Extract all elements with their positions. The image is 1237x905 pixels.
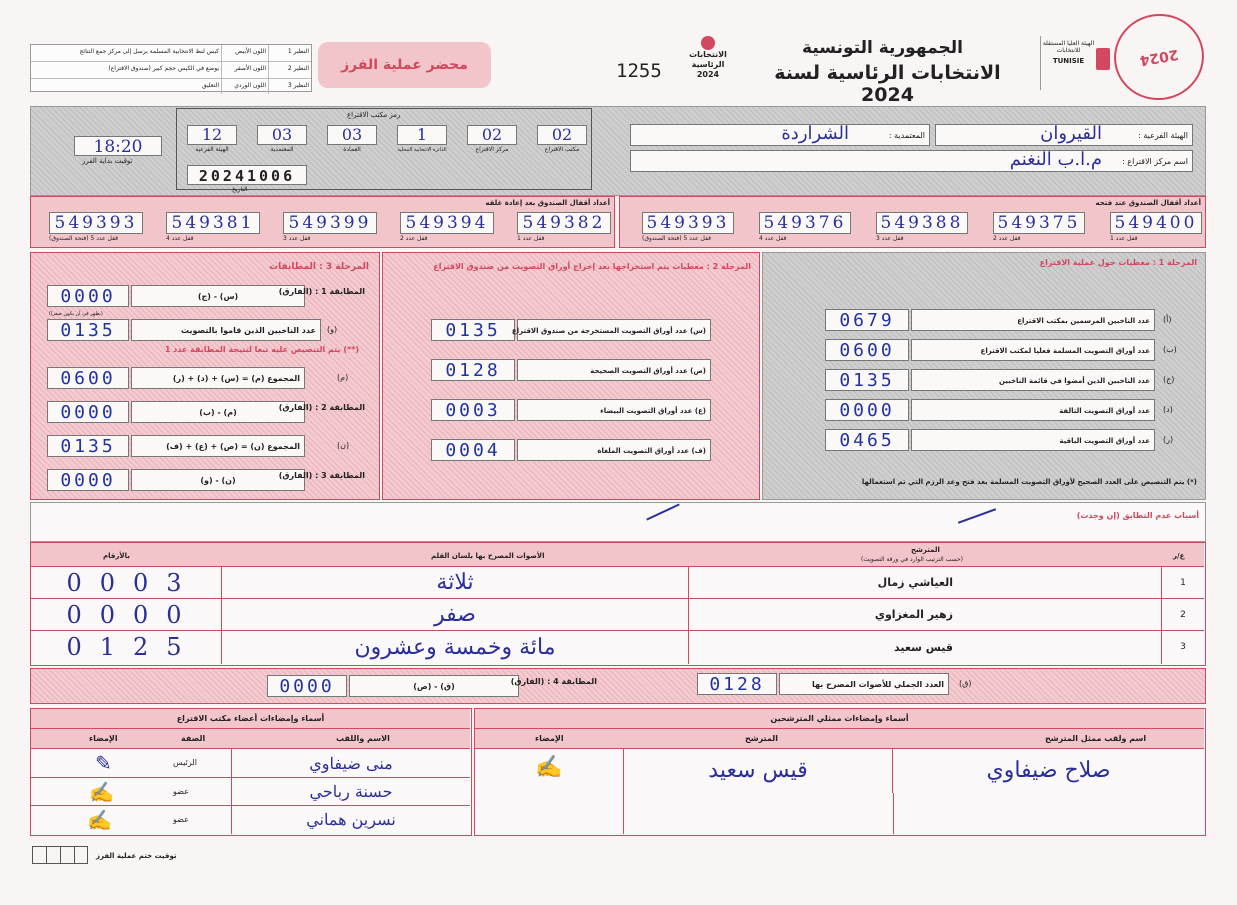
- match2-row: [47, 401, 365, 423]
- legend-code: النظير 3: [268, 79, 311, 94]
- results-col-words: الأصوات المصرح بها بلسان القلم: [431, 552, 545, 560]
- lock1-close-field[interactable]: 549382: [517, 212, 611, 234]
- lock4-open-label: قفل عدد 4: [759, 235, 787, 242]
- extracted-ballots-value[interactable]: 0135: [431, 319, 515, 341]
- lock2-close-label: قفل عدد 2: [400, 235, 428, 242]
- delegation-code-field[interactable]: 03: [257, 125, 307, 145]
- location-group: [630, 124, 1200, 174]
- subbody-field[interactable]: [935, 124, 1193, 146]
- members-col-role: الصفة: [181, 734, 206, 743]
- legend-desc: التعليق: [201, 82, 219, 89]
- stage2-title: المرحلة 2 : معطيات يتم استخراجها بعد إخراج أوراق التصويت من صندوق الاقتراع: [433, 262, 751, 271]
- center-code-field[interactable]: 02: [467, 125, 517, 145]
- stage2-row-valid: [431, 359, 711, 381]
- lock1-open-field[interactable]: 549400: [1110, 212, 1202, 234]
- blank-ballots-value[interactable]: 0003: [431, 399, 515, 421]
- members-header: [31, 729, 470, 749]
- candidate-name: العياشي زمال: [877, 576, 953, 589]
- signed-voters-value[interactable]: 0135: [825, 369, 909, 391]
- representative-candidate[interactable]: قيس سعيد: [623, 749, 893, 793]
- logo-words: الانتخابات الرئاسية 2024: [689, 50, 727, 79]
- stage1-row-registered: [825, 309, 1199, 331]
- lock2-open-label: قفل عدد 2: [993, 235, 1021, 242]
- sum-m-row: [47, 367, 365, 389]
- locks-open-group: [619, 196, 1206, 248]
- center-label: اسم مركز الاقتراع :: [1122, 157, 1188, 166]
- district-code-field[interactable]: 1: [397, 125, 447, 145]
- member-role: عضو: [173, 815, 189, 824]
- office-code-field[interactable]: 02: [537, 125, 587, 145]
- lock4-close-field[interactable]: 549381: [166, 212, 260, 234]
- representatives-col-sign: الإمضاء: [535, 734, 564, 743]
- signature-icon: ✍: [89, 780, 114, 804]
- stage1-note: (*) يتم التنصيص على العدد الصحيح لأوراق التصويت المسلمة بعد فتح وعد الرزم التي تم استعمالها: [861, 478, 1197, 486]
- result-number: 2: [1161, 599, 1204, 631]
- date-field[interactable]: 20241006: [187, 165, 307, 185]
- match3-row: [47, 469, 365, 491]
- member-row: [31, 778, 470, 806]
- match4-label: المطابقة 4 : (الفارق): [510, 677, 597, 686]
- match1-formula: (ج) - (س): [131, 285, 305, 307]
- divider: [623, 793, 624, 834]
- members-table: [30, 708, 472, 836]
- members-col-sign: الإمضاء: [89, 734, 118, 743]
- office-code-label: رمز مكتب الاقتراع: [347, 111, 401, 119]
- member-name[interactable]: منى ضيفاوي: [231, 749, 470, 778]
- candidate-name: قيس سعيد: [894, 641, 953, 654]
- legend-desc: يوضع في الكيس حجم كبير (صندوق الاقتراع): [108, 65, 219, 72]
- blank-ballots-key: (ع): [694, 407, 706, 415]
- sum-m-key: (م): [337, 373, 349, 382]
- stage3-title: المرحلة 3 : المطابقات: [269, 262, 369, 272]
- members-col-name: الاسم واللقب: [336, 734, 390, 743]
- void-ballots-value[interactable]: 0004: [431, 439, 515, 461]
- match4-value[interactable]: 0000: [267, 675, 347, 697]
- form-number: 1255: [616, 60, 662, 82]
- isie-text: TUNISIE: [1052, 57, 1085, 65]
- stage2-section: [382, 252, 760, 500]
- representative-row: [475, 749, 1204, 793]
- voters-note: (**) يتم التنصيص عليه تبعا لنتيجة المطابقة عدد 1: [164, 345, 359, 354]
- void-ballots-text: عدد أوراق التصويت الملغاة: [597, 447, 690, 455]
- remaining-ballots-label: عدد أوراق التصويت الباقية: [911, 429, 1155, 451]
- match2-label: المطابقة 2 : (الفارق): [278, 403, 365, 412]
- lock2-close-field[interactable]: 549394: [400, 212, 494, 234]
- lock2-open-field[interactable]: 549375: [993, 212, 1085, 234]
- member-name[interactable]: حسنة رباحي: [231, 778, 470, 806]
- subbody-code-label: الهيئة الفرعية: [195, 146, 229, 153]
- registered-voters-key: (أ): [1163, 315, 1172, 324]
- damaged-ballots-label: عدد أوراق التصويت التالفة: [911, 399, 1155, 421]
- candidate-name: زهير المغزاوي: [874, 608, 953, 621]
- voters-key: (و): [327, 325, 338, 334]
- member-row: [31, 749, 470, 778]
- match2-formula: (ب) - (م): [131, 401, 305, 423]
- match1-label: المطابقة 1 : (الفارق): [278, 287, 365, 296]
- lock5-open-label: قفل عدد 5 (فتحة الصندوق): [642, 235, 711, 242]
- lock5-close-field[interactable]: 549393: [49, 212, 143, 234]
- representatives-col-name: اسم ولقب ممثل المترشح: [1045, 734, 1147, 743]
- logo-mark-icon: [701, 36, 715, 50]
- center-value: م.ا.ب النغنم: [1009, 149, 1102, 170]
- sum-m-value[interactable]: 0600: [47, 367, 129, 389]
- isie-logo: [1040, 36, 1096, 90]
- legend-desc: كيس لنظ الانتخابية المسلمة يرسل إلى مركز جمع النتائج: [79, 48, 219, 55]
- match3-value[interactable]: 0000: [47, 469, 129, 491]
- valid-ballots-key: (ص): [690, 367, 706, 375]
- lock3-close-label: قفل عدد 3: [283, 235, 311, 242]
- signature-icon: ✍: [535, 755, 563, 780]
- result-words[interactable]: ثلاثة: [221, 567, 689, 599]
- match1-row: [47, 285, 365, 307]
- extracted-ballots-key: (س): [689, 327, 706, 335]
- lock4-open-field[interactable]: 549376: [759, 212, 851, 234]
- lock3-open-label: قفل عدد 3: [876, 235, 904, 242]
- extracted-ballots-text: عدد أوراق التصويت المستخرجة من صندوق الاقتراع: [511, 327, 688, 335]
- results-col-num: ع/ر: [1173, 552, 1185, 560]
- totals-row: [30, 668, 1206, 704]
- legend-code: النظير 2: [268, 62, 311, 78]
- registered-voters-label: عدد الناخبين المرسمين بمكتب الاقتراع: [911, 309, 1155, 331]
- official-stamp: [1107, 7, 1211, 107]
- sum-n-label: المجموع (ن) = (ص) + (ع) + (ف): [131, 435, 305, 457]
- lock1-open-label: قفل عدد 1: [1110, 235, 1138, 242]
- stage1-row-remaining: [825, 429, 1199, 451]
- center-code-label: مركز الاقتراع: [475, 146, 509, 153]
- damaged-ballots-key: (د): [1163, 405, 1173, 414]
- sum-n-value[interactable]: 0135: [47, 435, 129, 457]
- results-row: [31, 631, 1204, 664]
- country-name: الجمهورية التونسية: [802, 38, 963, 58]
- imada-code-field[interactable]: 03: [327, 125, 377, 145]
- start-time-value[interactable]: 18:20: [74, 136, 162, 156]
- member-name[interactable]: نسرين هماني: [231, 806, 470, 834]
- blank-ballots-label: [517, 399, 711, 421]
- locks-close-group: [30, 196, 615, 248]
- sum-m-label: المجموع (م) = (س) + (د) + (ر): [131, 367, 305, 389]
- legend-color: اللون الأصفر: [221, 62, 268, 78]
- stage1-title: المرحلة 1 : معطيات حول عملية الاقتراع: [1039, 258, 1197, 267]
- result-digits[interactable]: 0125: [66, 633, 200, 661]
- result-digits[interactable]: 0000: [66, 601, 200, 629]
- sum-n-key: (ن): [337, 441, 350, 450]
- signed-voters-key: (ج): [1163, 375, 1175, 384]
- representatives-header: [475, 729, 1204, 749]
- tunisia-flag-icon: [1096, 48, 1110, 70]
- stage3-section: [30, 252, 380, 500]
- end-time-field[interactable]: [32, 846, 88, 864]
- result-number: 1: [1161, 567, 1204, 599]
- stage2-row-void: [431, 439, 711, 461]
- results-row: [31, 567, 1204, 599]
- locks-close-title: أعداد أقفال الصندوق بعد إعادة غلقه: [485, 199, 610, 207]
- results-row: [31, 599, 1204, 631]
- representatives-table: [474, 708, 1206, 836]
- result-words[interactable]: مائة وخمسة وعشرون: [221, 631, 689, 664]
- legend-table: [30, 44, 312, 92]
- page-title: الانتخابات الرئاسية لسنة 2024: [774, 62, 1001, 106]
- office-code-group: [176, 108, 592, 193]
- results-col-candidate-sub: (حسب الترتيب الوارد في ورقة التصويت): [861, 556, 963, 563]
- date-label: التاريخ: [232, 186, 248, 193]
- remaining-ballots-value[interactable]: 0465: [825, 429, 909, 451]
- match4-group: [267, 675, 597, 699]
- mismatch-label: أسباب عدم التطابق (إن وجدت): [1076, 511, 1199, 520]
- delivered-ballots-key: (ب): [1163, 345, 1177, 354]
- representatives-col-candidate: المترشح: [745, 734, 778, 743]
- member-row: [31, 806, 470, 834]
- remaining-ballots-key: (ر): [1163, 435, 1174, 444]
- mismatch-field[interactable]: [30, 502, 1206, 542]
- lock3-close-field[interactable]: 549399: [283, 212, 377, 234]
- void-ballots-key: (ف): [691, 447, 706, 455]
- subbody-code-field[interactable]: 12: [187, 125, 237, 145]
- mismatch-strike-right: [958, 508, 996, 524]
- voters-label: عدد الناخبين الذين قاموا بالتصويت: [131, 319, 321, 341]
- match3-formula: (و) - (ن): [131, 469, 305, 491]
- divider: [893, 793, 894, 834]
- stage1-section: [762, 252, 1206, 500]
- valid-ballots-label: [517, 359, 711, 381]
- stage1-row-damaged: [825, 399, 1199, 421]
- stage2-row-blank: [431, 399, 711, 421]
- representative-name[interactable]: صلاح ضيفاوي: [986, 758, 1111, 783]
- lock5-close-label: قفل عدد 5 (فتحة الصندوق): [49, 235, 118, 242]
- voters-row: [47, 319, 365, 341]
- legend-color: اللون الأبيض: [221, 45, 268, 61]
- delivered-ballots-value[interactable]: 0600: [825, 339, 909, 361]
- delegation-code-label: المعتمدية: [270, 146, 294, 153]
- members-title: أسماء وإمضاءات أعضاء مكتب الاقتراع: [31, 709, 470, 729]
- subbody-value: القيروان: [1040, 123, 1102, 144]
- subbody-label: الهيئة الفرعية :: [1138, 131, 1188, 140]
- delegation-field[interactable]: [630, 124, 930, 146]
- imada-code-label: العمادة: [343, 146, 361, 153]
- sum-n-row: [47, 435, 365, 457]
- lock3-open-field[interactable]: 549388: [876, 212, 968, 234]
- stage2-row-extracted: [431, 319, 711, 341]
- start-time-box: [74, 136, 162, 164]
- legend-color: اللون الوردي: [221, 79, 268, 94]
- valid-ballots-value[interactable]: 0128: [431, 359, 515, 381]
- representatives-title: أسماء وإمضاءات ممثلي المترشحين: [475, 709, 1204, 729]
- member-role: الرئيس: [173, 758, 197, 767]
- result-digits[interactable]: 0003: [66, 569, 200, 597]
- locks-open-title: أعداد أقفال الصندوق عند فتحه: [1095, 199, 1201, 207]
- elections-logo: [683, 36, 733, 94]
- registered-voters-value[interactable]: 0679: [825, 309, 909, 331]
- results-col-digits: بالأرقام: [103, 552, 130, 560]
- void-ballots-label: [517, 439, 711, 461]
- delegation-label: المعتمدية :: [888, 131, 925, 140]
- valid-ballots-text: عدد أوراق التصويت الصحيحة: [590, 367, 688, 375]
- lock5-open-field[interactable]: 549393: [642, 212, 734, 234]
- results-col-candidate: المترشح: [911, 546, 940, 554]
- district-code-label: الدائرة الانتخابية المحلية: [397, 147, 447, 153]
- match4-formula: (ص) - (ق): [349, 675, 519, 697]
- blank-ballots-text: عدد أوراق التصويت البيضاء: [600, 407, 693, 415]
- total-votes-key: (ق): [959, 679, 972, 688]
- stage1-row-delivered: [825, 339, 1199, 361]
- signed-voters-label: عدد الناخبين الذين أمضوا في قائمة الناخبين: [911, 369, 1155, 391]
- extracted-ballots-label: [511, 319, 711, 341]
- stamp-text: 2024: [1138, 45, 1180, 69]
- match3-label: المطابقة 3 : (الفارق): [278, 471, 365, 480]
- center-field[interactable]: [630, 150, 1193, 172]
- delivered-ballots-label: عدد أوراق التصويت المسلمة فعليا لمكتب الاقتراع: [911, 339, 1155, 361]
- signature-icon: ✍: [87, 808, 112, 832]
- total-votes-value[interactable]: 0128: [697, 673, 777, 695]
- match1-value[interactable]: 0000: [47, 285, 129, 307]
- voters-value[interactable]: 0135: [47, 319, 129, 341]
- results-header: [31, 543, 1204, 567]
- result-number: 3: [1161, 631, 1204, 664]
- isie-arabic: الهيئة العليا المستقلة للانتخابات: [1042, 40, 1095, 54]
- result-words[interactable]: صفر: [221, 599, 689, 631]
- stage1-row-signed: [825, 369, 1199, 391]
- office-code-field-label: مكتب الاقتراع: [544, 146, 580, 153]
- damaged-ballots-value[interactable]: 0000: [825, 399, 909, 421]
- member-role: عضو: [173, 787, 189, 796]
- total-votes-label: العدد الجملي للأصوات المصرح بها: [779, 673, 949, 695]
- signature-icon: ✎: [95, 751, 112, 775]
- match2-value[interactable]: 0000: [47, 401, 129, 423]
- match1-hint: (يظهر في أن يكون صفرا): [49, 311, 103, 317]
- end-time-label: توقيت ختم عملية الفرز: [96, 852, 177, 860]
- delegation-value: الشراردة: [781, 123, 849, 144]
- lock1-close-label: قفل عدد 1: [517, 235, 545, 242]
- results-table: [30, 542, 1206, 666]
- lock4-close-label: قفل عدد 4: [166, 235, 194, 242]
- mismatch-strike-left: [646, 503, 679, 520]
- legend-code: النظير 1: [268, 45, 311, 61]
- form-title-badge: محضر عملية الفرز: [318, 42, 491, 88]
- start-time-label: توقيت بداية الفرز: [82, 157, 133, 165]
- total-votes-group: [697, 673, 987, 697]
